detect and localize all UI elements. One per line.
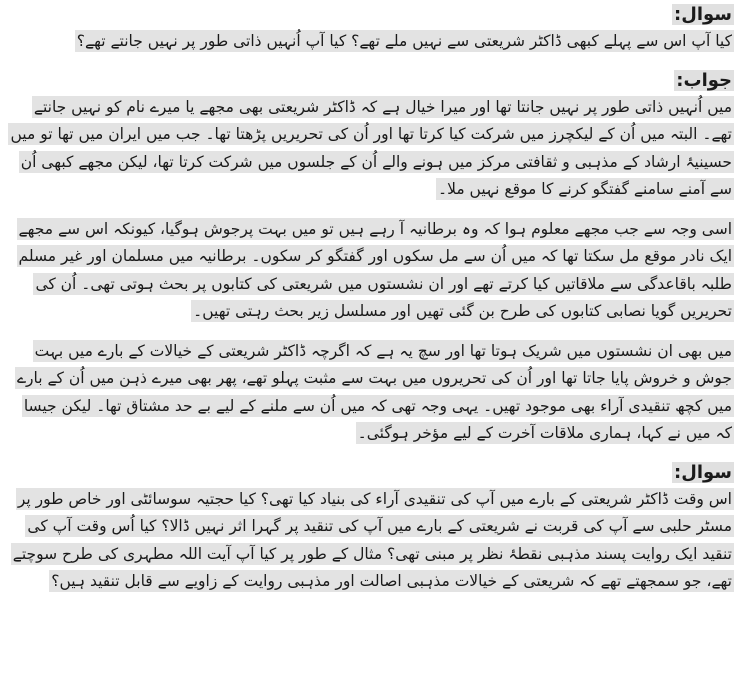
answer-paragraph-2: اسی وجہ سے جب مجھے معلوم ہوا کہ وہ برطانیہ آ رہے ہیں تو میں بہت پرجوش ہوگیا، کیونکہ اس سے مجھے ایک نادر موقع مل سکتا تھا کہ میں اُن سے مل سکوں اور گفتگو کر سکوں۔ برطانیہ میں مسلمان اور غیر مسلم طلبہ باقاعدگی سے ملاقاتیں کیا کرتے تھے اور ان نشستوں میں شریعتی کی کتابوں پر بحث ہوتی تھی۔ اُن کی تحریریں گویا نصابی کتابوں کی طرح بن گئی تھیں اور مسلسل زیر بحث رہتی تھیں۔ (18, 219, 732, 320)
question-text: اس وقت ڈاکٹر شریعتی کے بارے میں آپ کی تنقیدی آراء کی بنیاد کیا تھی؟ کیا حجتیہ سوسائٹی اور خاص طور پر مسٹر حلبی سے آپ کی قربت نے شریعتی کے بارے میں آپ کی تنقید پر گہرا اثر نہیں ڈالا؟ کیا اُس وقت آپ کی تنقید ایک روایت پسند مذہبی نقطۂ نظر پر مبنی تھی؟ مثال کے طور پر کیا آپ آیت اللہ مطہری کی طرح سوچتے تھے، جو سمجھتے تھے کہ شریعتی کے خیالات مذہبی اصالت اور مذہبی روایت کے زاویے سے قابل تنقید ہیں؟ (12, 489, 732, 590)
question-text: کیا آپ اس سے پہلے کبھی ڈاکٹر شریعتی سے نہیں ملے تھے؟ کیا آپ اُنہیں ذاتی طور پر نہیں جانتے تھے؟ (76, 32, 732, 50)
answer-paragraph-1: میں اُنہیں ذاتی طور پر نہیں جانتا تھا اور میرا خیال ہے کہ ڈاکٹر شریعتی بھی مجھے یا میرے نام کو نہیں جانتے تھے۔ البتہ میں اُن کے لیکچرز میں شرکت کیا کرتا تھا اور اُن کی تحریریں پڑھتا تھا۔ جب میں ایران میں تھا تو میں حسینیۂ ارشاد کے مذہبی و ثقافتی مرکز میں ہونے والے اُن کے جلسوں میں شرکت کرتا تھا، لیکن مجھے کبھی اُن سے آمنے سامنے گفتگو کرنے کا موقع نہیں ملا۔ (10, 97, 732, 198)
answer-section (6, 68, 734, 448)
answer-heading: جواب: (676, 69, 732, 91)
question-heading: سوال: (674, 461, 732, 483)
question-heading: سوال: (674, 4, 732, 25)
question-section-1 (6, 2, 734, 56)
question-section-2 (6, 460, 734, 596)
answer-paragraph-3: میں بھی ان نشستوں میں شریک ہوتا تھا اور سچ یہ ہے کہ اگرچہ ڈاکٹر شریعتی کے خیالات کے بارے میں بہت جوش و خروش پایا جاتا تھا اور اُن کی تحریروں میں بہت سے مثبت پہلو تھے، پھر بھی میرے ذہن میں اُن کے بارے میں کچھ تنقیدی آراء بھی موجود تھیں۔ یہی وجہ تھی کہ میں اُن سے ملنے کے لیے بے حد مشتاق تھا۔ لیکن جیسا کہ میں نے کہا، ہماری ملاقات آخرت کے لیے مؤخر ہوگئی۔ (16, 341, 732, 442)
